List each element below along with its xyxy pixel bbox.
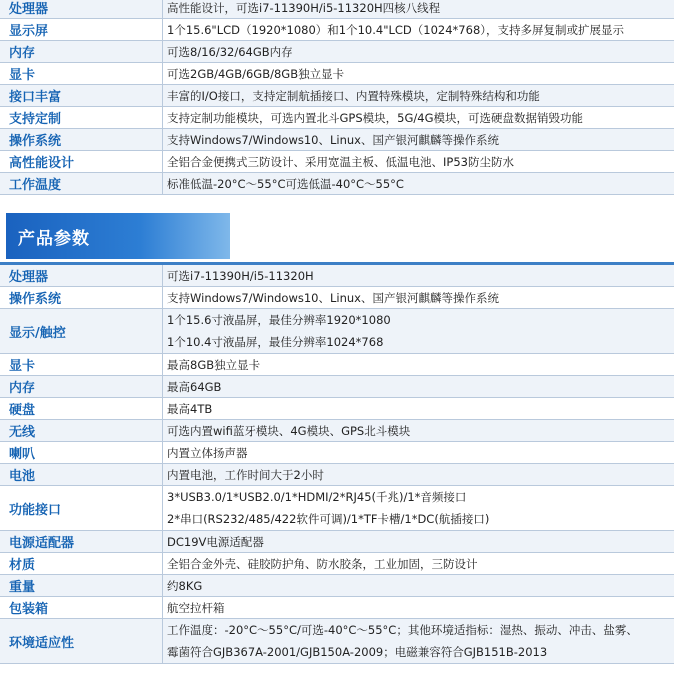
row-value: 可选8/16/32/64GB内存	[167, 44, 293, 59]
table-row	[0, 619, 674, 664]
table-row	[0, 309, 674, 354]
row-value: 内置立体扬声器	[167, 445, 248, 460]
row-value: DC19V电源适配器	[167, 534, 264, 549]
table-row	[0, 41, 674, 63]
row-label: 材质	[0, 553, 163, 574]
row-label: 功能接口	[0, 486, 163, 530]
row-label: 电池	[0, 464, 163, 485]
table-row	[0, 464, 674, 486]
table-row	[0, 486, 674, 531]
row-label: 显示/触控	[0, 309, 163, 353]
table-row	[0, 376, 674, 398]
row-label: 环境适应性	[0, 619, 163, 663]
row-label: 无线	[0, 420, 163, 441]
table-row	[0, 575, 674, 597]
row-label: 操作系统	[0, 287, 163, 308]
section-title: 产品参数	[18, 228, 90, 249]
row-label: 高性能设计	[0, 151, 163, 172]
row-value: 可选i7-11390H/i5-11320H	[167, 268, 314, 283]
row-label: 内存	[0, 376, 163, 397]
table-row	[0, 597, 674, 619]
row-value: 支持定制功能模块，可选内置北斗GPS模块，5G/4G模块，可选硬盘数据销毁功能	[167, 110, 583, 125]
row-label: 包装箱	[0, 597, 163, 618]
row-value: 支持Windows7/Windows10、Linux、国产银河麒麟等操作系统	[167, 132, 499, 147]
row-value: 全铝合金外壳、硅胶防护角、防水胶条，工业加固，三防设计	[167, 556, 478, 571]
row-value: 最高64GB	[167, 379, 222, 394]
row-value-line: 霉菌符合GJB367A-2001/GJB150A-2009；电磁兼容符合GJB151B-2013	[167, 645, 548, 659]
row-value: 支持Windows7/Windows10、Linux、国产银河麒麟等操作系统	[167, 290, 499, 305]
row-value: 最高8GB独立显卡	[167, 357, 261, 372]
row-value: 最高4TB	[167, 401, 213, 416]
row-value-line: 3*USB3.0/1*USB2.0/1*HDMI/2*RJ45(千兆)/1*音频接口	[167, 490, 467, 504]
section-header	[6, 213, 230, 259]
row-value: 内置电池，工作时间大于2小时	[167, 467, 324, 482]
row-value: 航空拉杆箱	[167, 600, 225, 615]
row-label: 支持定制	[0, 107, 163, 128]
table-row	[0, 19, 674, 41]
table-row	[0, 531, 674, 553]
table-row	[0, 0, 674, 19]
row-label: 重量	[0, 575, 163, 596]
row-value: 约8KG	[167, 578, 203, 593]
table-row	[0, 107, 674, 129]
row-label: 显卡	[0, 63, 163, 84]
table-row	[0, 265, 674, 287]
table-row	[0, 398, 674, 420]
table-row	[0, 420, 674, 442]
feature-table	[0, 0, 674, 195]
row-value-line: 1个15.6寸液晶屏，最佳分辨率1920*1080	[167, 313, 391, 327]
table-row	[0, 553, 674, 575]
row-label: 接口丰富	[0, 85, 163, 106]
row-value-line: 2*串口(RS232/485/422软件可调)/1*TF卡槽/1*DC(航插接口)	[167, 512, 490, 526]
table-row	[0, 287, 674, 309]
row-value: 1个15.6"LCD（1920*1080）和1个10.4"LCD（1024*768），支持多屏复制或扩展显示	[167, 22, 625, 37]
row-label: 喇叭	[0, 442, 163, 463]
row-label: 处理器	[0, 0, 163, 18]
table-row	[0, 63, 674, 85]
row-value: 高性能设计，可选i7-11390H/i5-11320H四核八线程	[167, 0, 441, 15]
row-value-line: 工作温度：-20°C～55°C/可选-40°C～55°C；其他环境适指标：湿热、振动、冲击、盐雾、	[167, 623, 638, 637]
row-label: 处理器	[0, 265, 163, 286]
table-row	[0, 151, 674, 173]
table-row	[0, 442, 674, 464]
row-value: 全铝合金便携式三防设计、采用宽温主板、低温电池、IP53防尘防水	[167, 154, 514, 169]
row-label: 硬盘	[0, 398, 163, 419]
row-label: 内存	[0, 41, 163, 62]
table-row	[0, 354, 674, 376]
row-label: 显卡	[0, 354, 163, 375]
row-value: 标准低温-20°C～55°C可选低温-40°C～55°C	[167, 176, 404, 191]
row-value: 可选内置wifi蓝牙模块、4G模块、GPS北斗模块	[167, 423, 411, 438]
row-label: 工作温度	[0, 173, 163, 194]
table-row	[0, 173, 674, 195]
row-label: 显示屏	[0, 19, 163, 40]
row-value: 丰富的I/O接口，支持定制航插接口、内置特殊模块，定制特殊结构和功能	[167, 88, 540, 103]
row-value: 可选2GB/4GB/6GB/8GB独立显卡	[167, 66, 345, 81]
row-label: 操作系统	[0, 129, 163, 150]
product-params-table	[0, 265, 674, 664]
row-label: 电源适配器	[0, 531, 163, 552]
table-row	[0, 129, 674, 151]
row-value-line: 1个10.4寸液晶屏，最佳分辨率1024*768	[167, 335, 384, 349]
table-row	[0, 85, 674, 107]
